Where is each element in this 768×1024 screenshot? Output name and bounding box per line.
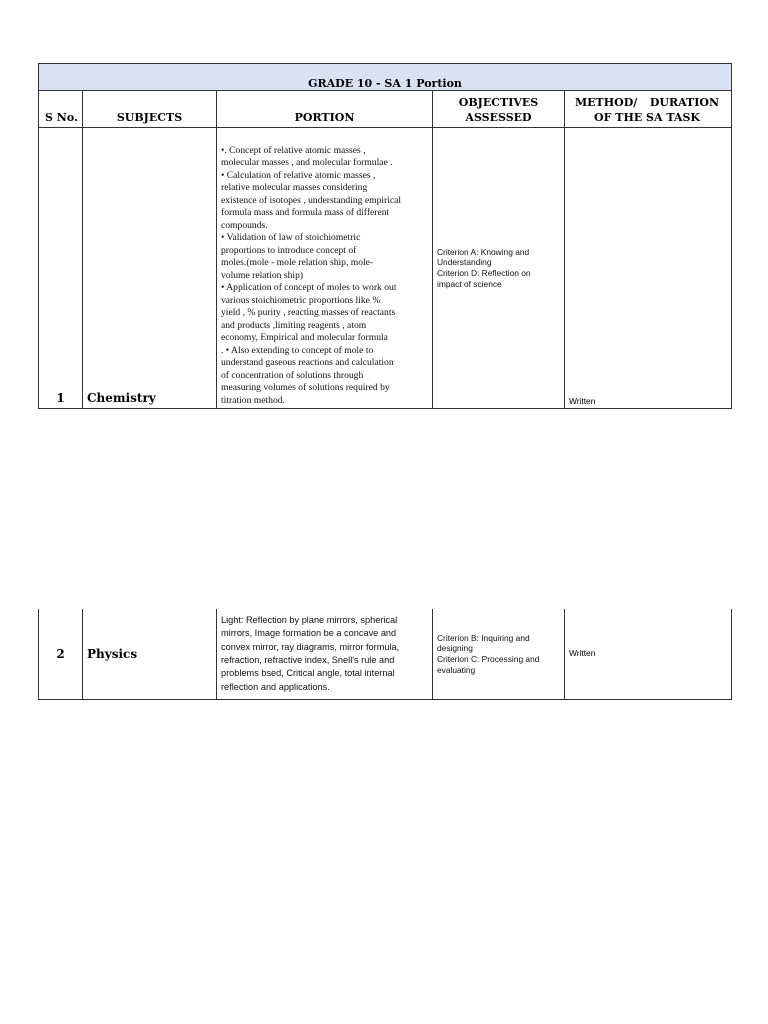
table-title: GRADE 10 - SA 1 Portion bbox=[39, 64, 732, 91]
header-portion: PORTION bbox=[217, 91, 433, 128]
row-number: 1 bbox=[39, 128, 83, 409]
header-method-line2: OF THE SA TASK bbox=[594, 111, 700, 124]
objectives-lines bbox=[437, 633, 564, 675]
row-method: Written bbox=[565, 128, 732, 409]
row-method: Written bbox=[565, 609, 732, 700]
row-number: 2 bbox=[39, 609, 83, 700]
row-portion bbox=[217, 609, 433, 700]
objective-line: impact of science bbox=[437, 278, 502, 289]
portion-table-bottom bbox=[38, 609, 732, 700]
portion-line: proportions to introduce concept of bbox=[221, 244, 357, 256]
portion-table-top bbox=[38, 63, 732, 409]
table-row bbox=[39, 128, 732, 409]
portion-lines bbox=[221, 145, 429, 408]
header-method-part2: DURATION bbox=[649, 96, 720, 109]
portion-line: and products ,limiting reagents , atom bbox=[221, 319, 367, 331]
header-method bbox=[565, 91, 732, 128]
objective-line: Understanding bbox=[437, 257, 492, 268]
portion-line: existence of isotopes , understanding empirical bbox=[221, 194, 402, 206]
portion-line: relative molecular masses considering bbox=[221, 182, 368, 193]
objective-line: Criterion D: Reflection on bbox=[437, 268, 531, 278]
objective-line: evaluating bbox=[437, 664, 476, 675]
portion-line: various stoichiometric proportions like % bbox=[221, 294, 381, 306]
objectives-lines bbox=[437, 247, 564, 289]
portion-line: volume relation ship) bbox=[221, 269, 304, 281]
header-subjects: SUBJECTS bbox=[83, 91, 217, 128]
portion-line: understand gaseous reactions and calculation bbox=[221, 357, 394, 368]
row-subject: Physics bbox=[83, 609, 217, 700]
row-subject: Chemistry bbox=[83, 128, 217, 409]
header-objectives-line2: ASSESSED bbox=[465, 111, 532, 124]
portion-line: . • Also extending to concept of mole to bbox=[221, 344, 374, 356]
header-row bbox=[39, 91, 732, 128]
portion-line: Light: Reflection by plane mirrors, spherical bbox=[221, 614, 398, 625]
objective-line: designing bbox=[437, 643, 473, 654]
portion-line: reflection and applications. bbox=[221, 681, 330, 692]
portion-line: • Validation of law of stoichiometric bbox=[221, 232, 361, 243]
row-objectives bbox=[433, 609, 565, 700]
objective-line: Criterion B: Inquiring and bbox=[437, 632, 530, 643]
portion-line: titration method. bbox=[221, 394, 285, 406]
portion-line: of concentration of solutions through bbox=[221, 369, 364, 381]
table-row bbox=[39, 609, 732, 700]
row-objectives bbox=[433, 128, 565, 409]
portion-line: formula mass and formula mass of different bbox=[221, 207, 390, 218]
portion-line: convex mirror, ray diagrams, mirror formula, bbox=[221, 641, 400, 652]
portion-line: compounds. bbox=[221, 219, 268, 231]
portion-lines bbox=[221, 614, 429, 694]
objective-line: Criterion A: Knowing and bbox=[437, 246, 530, 257]
portion-line: •. Concept of relative atomic masses , bbox=[221, 144, 366, 156]
portion-line: economy, Empirical and molecular formula bbox=[221, 332, 388, 343]
header-sno: S No. bbox=[39, 91, 83, 128]
portion-line: problems bsed, Critical angle, total internal bbox=[221, 668, 395, 679]
portion-line: mirrors, Image formation be a concave and bbox=[221, 628, 397, 639]
portion-line: refraction, refractive index, Snell's rule and bbox=[221, 655, 395, 665]
portion-line: • Calculation of relative atomic masses , bbox=[221, 169, 376, 181]
row-portion bbox=[217, 128, 433, 409]
portion-line: moles.(mole - mole relation ship, mole- bbox=[221, 257, 374, 268]
objective-line: Criterion C: Processing and bbox=[437, 654, 540, 664]
portion-line: yield , % purity , reacting masses of reactants bbox=[221, 307, 396, 318]
portion-line: molecular masses , and molecular formulae . bbox=[221, 157, 393, 168]
portion-line: measuring volumes of solutions required by bbox=[221, 382, 390, 393]
header-objectives-line1: OBJECTIVES bbox=[458, 96, 539, 109]
header-method-part1: METHOD/ bbox=[575, 96, 638, 109]
portion-line: • Application of concept of moles to work out bbox=[221, 282, 397, 293]
header-objectives bbox=[433, 91, 565, 128]
